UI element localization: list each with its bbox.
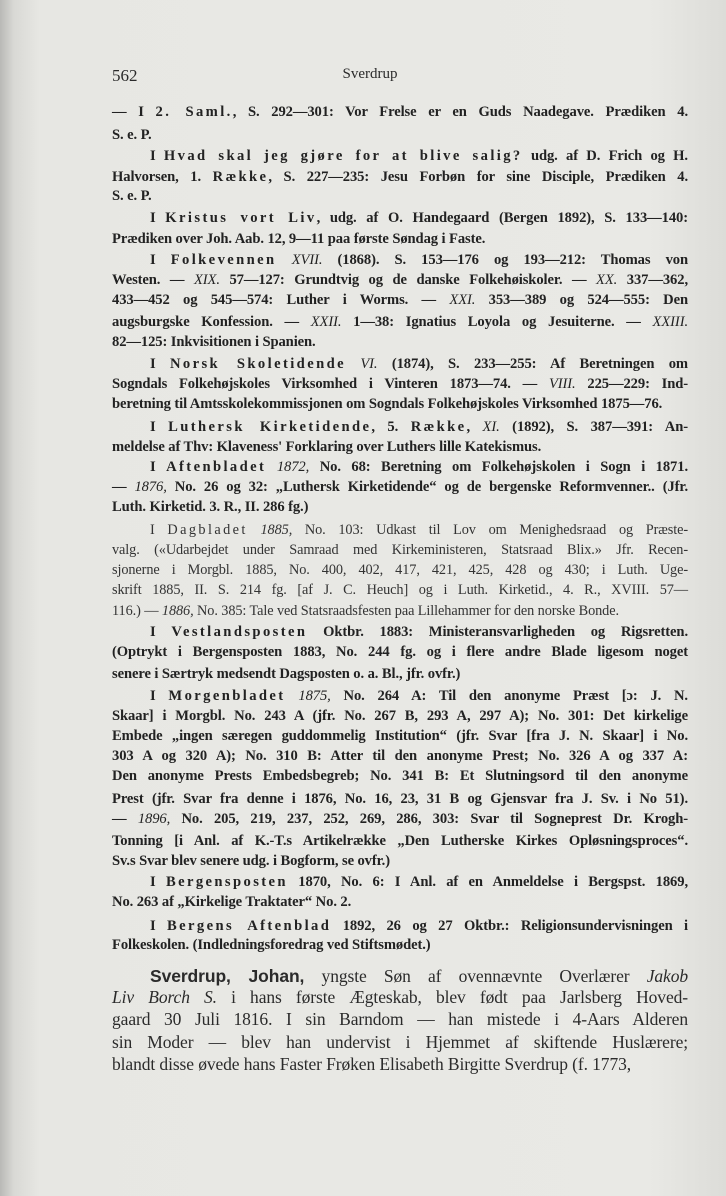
- text-span: — I: [112, 104, 156, 120]
- text-span: i hans første Ægteskab, blev født paa Jarlsberg Hoved-: [216, 987, 689, 1007]
- italic-text: XIX.: [193, 272, 220, 288]
- text-span: [346, 356, 360, 372]
- publication-title: Bergens Aftenblad: [167, 918, 332, 934]
- publication-title: Morgenbladet: [168, 688, 286, 704]
- text-line: [150, 457, 688, 478]
- text-span: No. 205, 219, 237, 252, 269, 286, 303: Svar til Sogneprest Dr. Krogh-: [170, 811, 688, 827]
- text-span: 1—38: Ignatius Loyola og Jesuiterne. —: [341, 314, 653, 330]
- text-span: yngste Søn af ovennævnte Overlærer: [304, 966, 647, 986]
- publication-title: Række: [212, 169, 269, 185]
- text-span: udg. af D. Frich og H.: [522, 148, 688, 164]
- text-line: [150, 250, 688, 271]
- italic-text: 1885,: [260, 522, 293, 538]
- text-line: [150, 354, 688, 375]
- text-span: [266, 459, 277, 475]
- text-line: [150, 622, 688, 643]
- text-line: [150, 520, 688, 541]
- text-line: (Optrykt i Bergensposten 1883, No. 244 fg. og i flere andre Blade ligesom noget: [112, 644, 688, 660]
- text-line: S. e. P.: [112, 188, 152, 204]
- text-span: 116.) —: [112, 603, 162, 619]
- publication-title: Luthersk Kirketidende: [168, 419, 372, 435]
- text-line: gaard 30 Juli 1816. I sin Barndom — han mistede i 4-Aars Alderen: [112, 1009, 688, 1029]
- publication-title: Hvad skal jeg gjøre for at blive salig?: [163, 148, 523, 164]
- text-line: [112, 601, 688, 622]
- text-span: No. 26 og 32: „Luthersk Kirketidende“ og de bergenske Reformvenner.. (Jfr.: [166, 479, 688, 495]
- text-span: I: [150, 210, 166, 226]
- text-span: No. 385: Tale ved Statsraadsfesten paa Lillehammer for den norske Bonde.: [193, 603, 619, 619]
- text-span: ,: [466, 419, 483, 435]
- italic-text: 1875,: [298, 688, 331, 704]
- text-line: blandt disse øvede hans Faster Frøken Elisabeth Birgitte Sverdrup (f. 1773,: [112, 1054, 632, 1074]
- text-span: I: [150, 918, 168, 934]
- italic-text: VIII.: [548, 376, 576, 392]
- text-line: Tonning [i Anl. af K.-T.s Artikelrække „Den Lutherske Kirkes Opløsningsproces“.: [112, 833, 688, 849]
- text-line: S. e. P.: [112, 127, 152, 143]
- publication-title: Kristus vort Liv: [165, 210, 317, 226]
- italic-text: XI.: [482, 419, 500, 435]
- text-span: 225—229: Ind-: [575, 376, 688, 392]
- publication-title: Aftenbladet: [166, 459, 267, 475]
- text-span: I: [150, 522, 168, 538]
- text-line: [150, 686, 688, 707]
- italic-text: XVII.: [291, 252, 323, 268]
- text-line: 82—125: Inkvisitionen i Spanien.: [112, 334, 316, 350]
- italic-text: XXI.: [449, 292, 476, 308]
- text-line: [150, 208, 688, 229]
- text-span: [277, 252, 292, 268]
- text-line: valg. («Udarbejdet under Samraad med Kirkeministeren, Statsraad Blix.» Jfr. Recen-: [112, 542, 688, 558]
- text-span: 1892, 26 og 27 Oktbr.: Religionsundervisningen i: [331, 918, 688, 934]
- text-line: meldelse af Thv: Klaveness' Forklaring over Luthers lille Katekismus.: [112, 439, 542, 455]
- text-span: No. 264 A: Til den anonyme Præst [ɔ: J. N.: [330, 688, 688, 704]
- text-span: I: [150, 688, 169, 704]
- text-span: (1874), S. 233—255: Af Beretningen om: [377, 356, 688, 372]
- text-span: [286, 688, 299, 704]
- text-span: , S. 227—235: Jesu Forbøn for sine Disciple, Prædiken 4.: [268, 169, 688, 185]
- text-line: Prest (jfr. Svar fra denne i 1876, No. 16, 23, 31 B og Gjensvar fra J. Sv. i No 51).: [112, 791, 688, 807]
- text-span: I: [150, 356, 170, 372]
- text-span: —: [112, 479, 135, 495]
- text-line: [112, 477, 688, 498]
- text-span: (1892), S. 387—391: An-: [499, 419, 688, 435]
- text-line: senere i Særtryk medsendt Dagsposten o. a. Bl., jfr. ovfr.): [112, 666, 461, 682]
- text-line: [112, 986, 688, 1009]
- text-line: Den anonyme Prests Embedsbegreb; No. 341 B: Et Slutningsord til den anonyme: [112, 768, 688, 784]
- italic-text: XX.: [596, 272, 618, 288]
- italic-text: Jakob: [646, 966, 688, 986]
- text-line: Luth. Kirketid. 3. R., II. 286 fg.): [112, 499, 309, 515]
- text-span: Halvorsen, 1.: [112, 169, 213, 185]
- text-line: [112, 809, 688, 830]
- text-span: I: [150, 148, 164, 164]
- text-span: No. 103: Udkast til Lov om Menighedsraad og Præste-: [292, 522, 688, 538]
- text-span: I: [150, 252, 171, 268]
- text-line: [150, 965, 688, 988]
- text-span: (1868). S. 153—176 og 193—212: Thomas von: [322, 252, 688, 268]
- text-line: [112, 270, 688, 291]
- text-line: [112, 312, 688, 333]
- text-span: —: [112, 811, 138, 827]
- text-line: [150, 146, 688, 167]
- text-line: [112, 167, 688, 188]
- text-line: skrift 1885, II. S. 214 fg. [af J. C. Heuch] og i Luth. Kirketid., 4. R., XVIII. 57—: [112, 582, 688, 598]
- italic-text: XXIII.: [652, 314, 689, 330]
- text-line: [150, 872, 688, 893]
- text-span: 1870, No. 6: I Anl. af en Anmeldelse i Bergspst. 1869,: [287, 874, 689, 890]
- text-span: No. 68: Beretning om Folkehøjskolen i Sogn i 1871.: [309, 459, 688, 475]
- publication-title: Norsk Skoletidende: [169, 356, 346, 372]
- text-line: Folkeskolen. (Indledningsforedrag ved Stiftsmødet.): [112, 937, 431, 953]
- text-line: 303 A og 320 A); No. 310 B: Atter til den anonyme Prest; No. 326 A og 337 A:: [112, 748, 688, 764]
- text-line: beretning til Amtsskolekommissjonen om Sogndals Folkehøjskoles Virksomhed 1875—76.: [112, 396, 663, 412]
- text-span: [248, 522, 261, 538]
- publication-title: Vestlandsposten: [171, 624, 308, 640]
- text-span: 353—389 og 524—555: Den: [475, 292, 688, 308]
- text-line: [112, 290, 688, 311]
- text-line: Sv.s Svar blev senere udg. i Bogform, se ovfr.): [112, 853, 390, 869]
- text-span: I: [150, 419, 169, 435]
- text-span: I: [150, 459, 167, 475]
- text-line: [112, 102, 688, 123]
- text-line: Embede „ingen særegen guddommelig Institution“ (jfr. Svar [fra J. N. Skaar] i No.: [112, 728, 688, 744]
- publication-title: Dagbladet: [167, 522, 248, 538]
- text-span: , 5.: [371, 419, 411, 435]
- running-title: Sverdrup: [342, 66, 398, 82]
- text-span: , S. 292—301: Vor Frelse er en Guds Naadegave. Prædiken 4.: [232, 104, 688, 120]
- text-span: Oktbr. 1883: Ministeransvarligheden og Rigsretten.: [307, 624, 688, 640]
- text-line: sin Moder — blev han undervist i Hjemmet af skiftende Huslærere;: [112, 1032, 688, 1052]
- text-span: augsburgske Konfession. —: [112, 314, 311, 330]
- page-number: 562: [112, 66, 138, 85]
- text-line: [112, 374, 688, 395]
- text-line: [150, 417, 688, 438]
- text-line: Skaar] i Morgbl. No. 243 A (jfr. No. 267 B, 293 A, 297 A); No. 301: Det kirkelige: [112, 708, 688, 724]
- text-line: Prædiken over Joh. Aab. 12, 9—11 paa første Søndag i Faste.: [112, 231, 486, 247]
- text-span: 337—362,: [617, 272, 688, 288]
- entry-heading: Sverdrup, Johan,: [150, 966, 305, 986]
- italic-text: 1886,: [161, 603, 194, 619]
- publication-title: Bergensposten: [165, 874, 288, 890]
- publication-title: Folkevennen: [170, 252, 277, 268]
- italic-text: 1876,: [134, 479, 167, 495]
- text-span: I: [150, 624, 172, 640]
- publication-title: 2. Saml.: [155, 104, 233, 120]
- text-span: 57—127: Grundtvig og de danske Folkehøiskoler. —: [219, 272, 597, 288]
- italic-text: XXII.: [310, 314, 342, 330]
- text-span: , udg. af O. Handegaard (Bergen 1892), S. 133—140:: [316, 210, 688, 226]
- text-line: No. 263 af „Kirkelige Traktater“ No. 2.: [112, 894, 352, 910]
- text-span: I: [150, 874, 166, 890]
- text-line: sjonerne i Morgbl. 1885, No. 400, 402, 417, 421, 425, 428 og 430; i Luth. Uge-: [112, 562, 688, 578]
- text-span: 433—452 og 545—574: Luther i Worms. —: [112, 292, 450, 308]
- text-span: Westen. —: [112, 272, 194, 288]
- italic-text: Liv Borch S.: [112, 987, 217, 1007]
- italic-text: VI.: [360, 356, 378, 372]
- text-span: Sogndals Folkehøjskoles Virksomhed i Vinteren 1873—74. —: [112, 376, 549, 392]
- publication-title: Række: [410, 419, 467, 435]
- italic-text: 1896,: [137, 811, 171, 827]
- italic-text: 1872,: [276, 459, 310, 475]
- text-line: [150, 916, 688, 937]
